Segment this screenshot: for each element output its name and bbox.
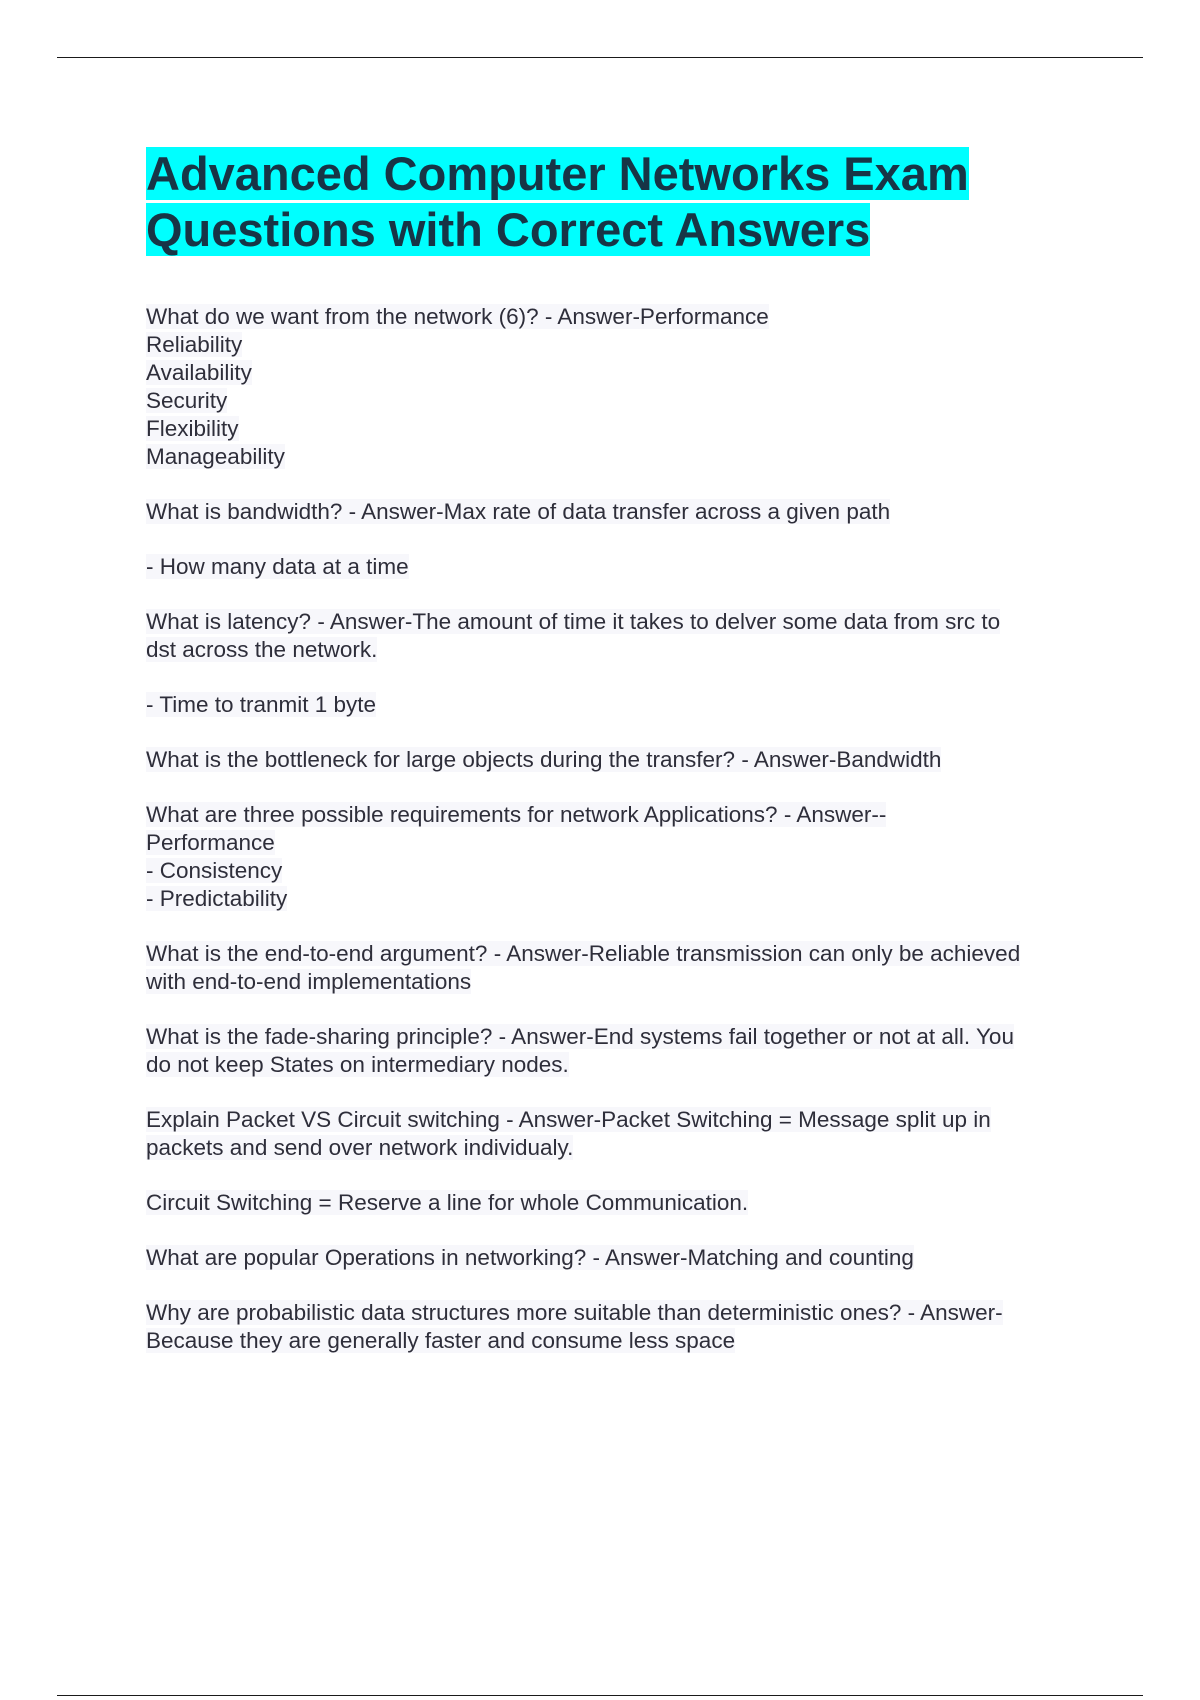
qa-paragraph-7: What are three possible requirements for network Applications? - Answer-- Performance - Consistency - Predictability	[146, 802, 887, 911]
qa-list	[146, 303, 1096, 1355]
qa-paragraph-10: Explain Packet VS Circuit switching - Answer-Packet Switching = Message split up in packets and send over network individualy.	[146, 1107, 991, 1160]
qa-paragraph-11: Circuit Switching = Reserve a line for whole Communication.	[146, 1190, 749, 1215]
bottom-rule	[57, 1695, 1143, 1696]
qa-paragraph-5: - Time to tranmit 1 byte	[146, 692, 377, 717]
qa-paragraph-9: What is the fade-sharing principle? - Answer-End systems fail together or not at all. You do not keep States on intermediary nodes.	[146, 1024, 1014, 1077]
top-rule	[57, 57, 1143, 58]
qa-paragraph-12: What are popular Operations in networking? - Answer-Matching and counting	[146, 1245, 914, 1270]
qa-paragraph-4: What is latency? - Answer-The amount of time it takes to delver some data from src to dst across the network.	[146, 609, 1001, 662]
qa-paragraph-8: What is the end-to-end argument? - Answer-Reliable transmission can only be achieved with end-to-end implementations	[146, 941, 1021, 994]
document-body	[146, 146, 1096, 1382]
qa-paragraph-2: What is bandwidth? - Answer-Max rate of data transfer across a given path	[146, 499, 891, 524]
title-line-2: Questions with Correct Answers	[146, 203, 871, 256]
qa-paragraph-6: What is the bottleneck for large objects during the transfer? - Answer-Bandwidth	[146, 747, 942, 772]
document-title	[146, 146, 1096, 258]
qa-paragraph-3: - How many data at a time	[146, 554, 409, 579]
title-line-1: Advanced Computer Networks Exam	[146, 147, 969, 200]
qa-paragraph-1: What do we want from the network (6)? - Answer-Performance Reliability Availability Security Flexibility Manageability	[146, 304, 769, 469]
qa-paragraph-13: Why are probabilistic data structures more suitable than deterministic ones? - Answer- Because they are generally faster and consume less space	[146, 1300, 1003, 1353]
